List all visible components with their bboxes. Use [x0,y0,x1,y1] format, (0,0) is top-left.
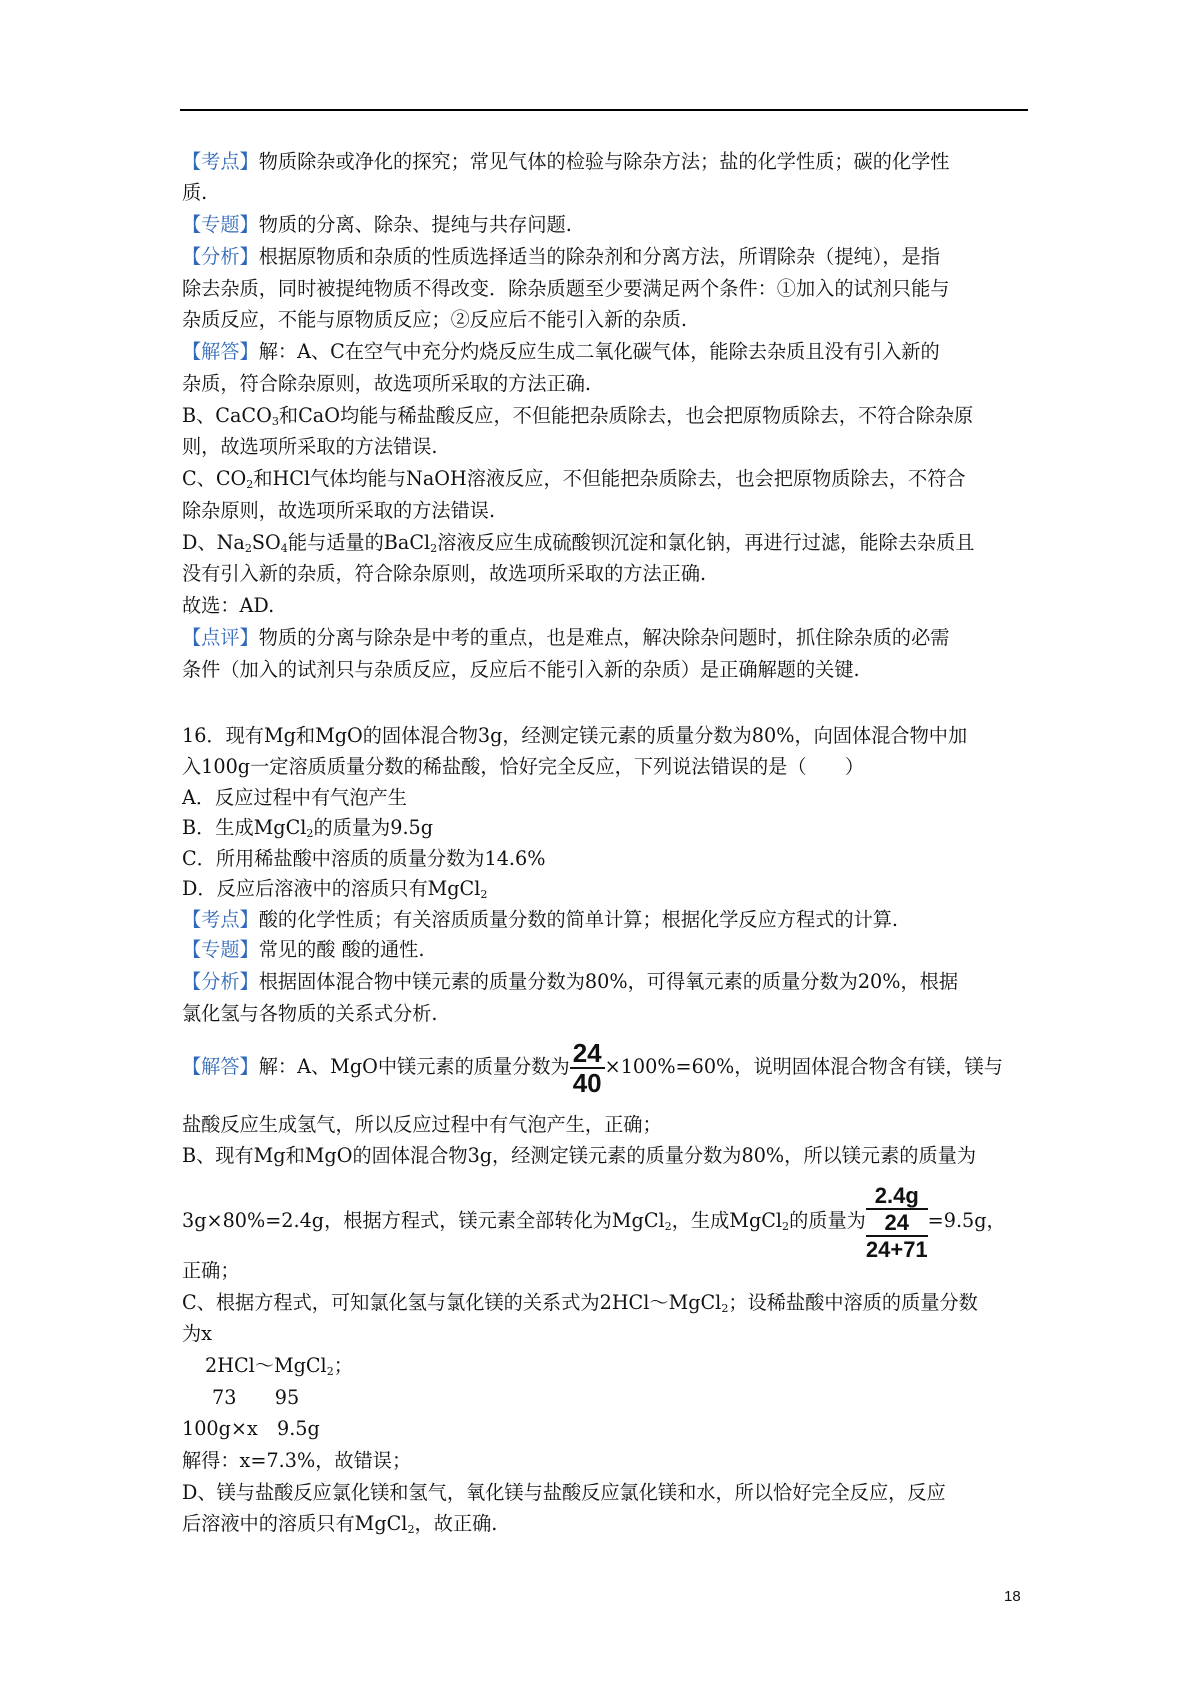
q16-c-line-2: 为x [182,1322,213,1345]
q15-fenxi-line: 【分析】根据原物质和杂质的性质选择适当的除杂剂和分离方法，所谓除杂（提纯），是指 [182,245,940,268]
q16-fenxi-line-2: 氯化氢与各物质的关系式分析. [182,1002,438,1025]
q15-kaodian-cont: 质. [182,181,208,204]
kaodian-tag: 【考点】 [182,908,259,931]
kaodian-tag: 【考点】 [182,150,259,173]
q16-c-result: 解得：x=7.3%，故错误； [182,1449,412,1472]
q16-d-line: D、镁与盐酸反应氯化镁和氢气，氧化镁与盐酸反应氯化镁和水，所以恰好完全反应，反应 [182,1481,946,1504]
q16-equation-values: 100g×x 9.5g [182,1417,320,1440]
q15-zhuanti-line: 【专题】物质的分离、除杂、提纯与共存问题. [182,213,572,236]
fraction-mgcl2-mass: 2.4g 24 24+71 [865,1182,928,1262]
fraction-24-over-40: $\frac{24}{40}$ [570,1039,605,1097]
q16-stem-2: 入100g一定溶质质量分数的稀盐酸，恰好完全反应，下列说法错误的是（ ） [182,755,865,778]
zhuanti-tag: 【专题】 [182,213,259,236]
q15-jieda-line: 【解答】解：A、C在空气中充分灼烧反应生成二氧化碳气体，能除去杂质且没有引入新的 [182,340,940,363]
q15-fenxi-line-3: 杂质反应，不能与原物质反应；②反应后不能引入新的杂质. [182,308,687,331]
q15-option-b-line: B、CaCO$_3$和CaO均能与稀盐酸反应，不但能把杂质除去，也会把原物质除去，不符合除杂原 [182,404,974,428]
q16-fenxi-line: 【分析】根据固体混合物中镁元素的质量分数为80%，可得氧元素的质量分数为20%，根据 [182,970,959,993]
q15-jieda-line-2: 杂质，符合除杂原则，故选项所采取的方法正确. [182,372,592,395]
q16-a-line-2: 盐酸反应生成氢气，所以反应过程中有气泡产生，正确； [182,1113,662,1136]
q15-option-d-line-2: 没有引入新的杂质，符合除杂原则，故选项所采取的方法正确. [182,562,707,585]
zhuanti-tag: 【专题】 [182,938,259,961]
q16-d-line-2: 后溶液中的溶质只有MgCl$_2$，故正确. [182,1512,498,1536]
q15-dianping-line-2: 条件（加入的试剂只与杂质反应，反应后不能引入新的杂质）是正确解题的关键. [182,658,860,681]
q16-zhuanti-line: 【专题】常见的酸 酸的通性. [182,938,425,961]
q15-kaodian-line: 【考点】物质除杂或净化的探究；常见气体的检验与除杂方法；盐的化学性质；碳的化学性 [182,150,950,173]
jieda-tag: 【解答】 [182,340,259,363]
fenxi-tag: 【分析】 [182,970,259,993]
q15-answer: 故选：AD. [182,594,275,617]
q16-equation-masses: 73 95 [212,1386,300,1409]
q16-option-b: B．生成MgCl$_2$的质量为9.5g [182,816,434,840]
q16-equation-line: 2HCl～MgCl$_2$； [205,1354,353,1378]
q15-fenxi-line-2: 除去杂质，同时被提纯物质不得改变．除杂质题至少要满足两个条件：①加入的试剂只能与 [182,277,950,300]
q15-option-d-line: D、$Na_2SO_4$能与适量的BaCl$_2$溶液反应生成硫酸钡沉淀和氯化钠，再进行过滤，能除去杂质且 [182,531,975,555]
fenxi-tag: 【分析】 [182,245,259,268]
q15-option-c-line: C、$CO_2$和HCl气体均能与NaOH溶液反应，不但能把杂质除去，也会把原物质除去，不符合 [182,467,966,491]
q16-kaodian-line: 【考点】酸的化学性质；有关溶质质量分数的简单计算；根据化学反应方程式的计算. [182,908,899,931]
q15-option-b-line-2: 则，故选项所采取的方法错误. [182,435,438,458]
q16-b-line-3: 正确； [182,1259,240,1282]
jieda-tag: 【解答】 [182,1055,259,1078]
q16-jieda-line: 【解答】解：A、MgO中镁元素的质量分数为 $\frac{24}{40}$ ×100%=60%，说明固体混合物含有镁，镁与 [182,1038,1003,1098]
q16-option-c: C．所用稀盐酸中溶质的质量分数为14.6% [182,847,546,870]
q16-option-d: D．反应后溶液中的溶质只有MgCl$_2$ [182,877,488,901]
q16-b-line: B、现有Mg和MgO的固体混合物3g，经测定镁元素的质量分数为80%，所以镁元素的质量为 [182,1144,977,1167]
page-number: 18 [1004,1588,1021,1605]
q15-dianping-line: 【点评】物质的分离与除杂是中考的重点，也是难点，解决除杂问题时，抓住除杂质的必需 [182,626,950,649]
q16-option-a: A．反应过程中有气泡产生 [182,786,407,809]
q16-stem: 16．现有Mg和MgO的固体混合物3g，经测定镁元素的质量分数为80%，向固体混合物中加 [182,724,968,747]
q16-b-line-2: 3g×80%=2.4g，根据方程式，镁元素全部转化为MgCl$_2$，生成MgCl$_2$的质量为 2.4g 24 24+71 =9.5g， [182,1182,1006,1262]
dianping-tag: 【点评】 [182,626,259,649]
q16-c-line: C、根据方程式，可知氯化氢与氯化镁的关系式为2HCl～MgCl$_2$；设稀盐酸中溶质的质量分数 [182,1291,978,1315]
header-rule [180,109,1028,111]
q15-option-c-line-2: 除杂原则，故选项所采取的方法错误. [182,499,496,522]
